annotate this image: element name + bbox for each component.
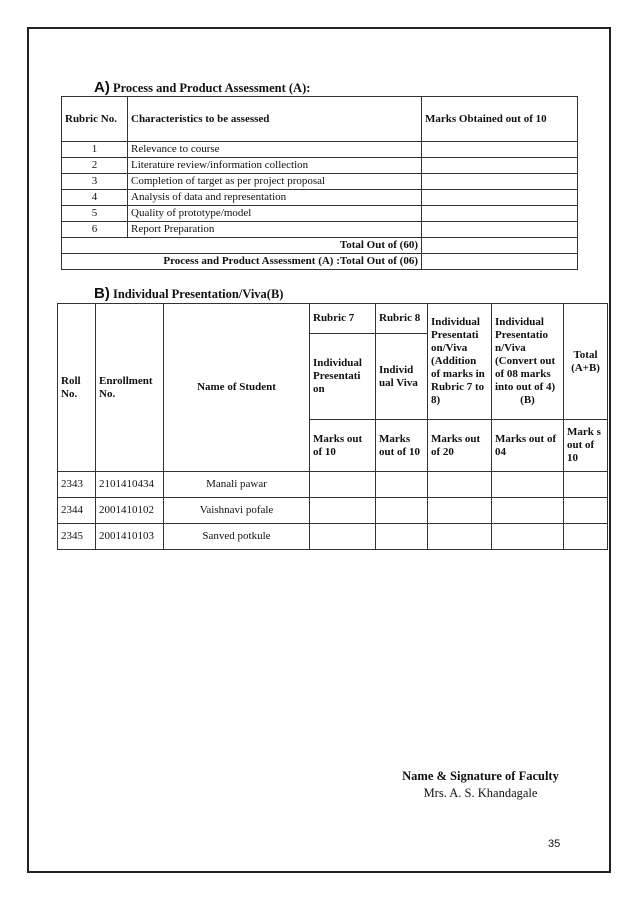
total-06-value xyxy=(422,254,578,270)
section-b-heading xyxy=(94,285,283,302)
marks-cell xyxy=(428,524,492,550)
enrollment-no: 2101410434 xyxy=(96,472,164,498)
roll-no: 2345 xyxy=(58,524,96,550)
marks-cell xyxy=(310,524,376,550)
marks-cell xyxy=(422,222,578,238)
header-rubric-7: Rubric 7 xyxy=(310,304,376,334)
marks-cell xyxy=(422,174,578,190)
student-name: Vaishnavi pofale xyxy=(164,498,310,524)
characteristic-text: Completion of target as per project proposal xyxy=(128,174,422,190)
header-rubric-no: Rubric No. xyxy=(62,97,128,142)
table-row xyxy=(58,498,608,524)
section-a-letter: A) xyxy=(94,79,110,96)
table-row xyxy=(58,524,608,550)
header-marks-out-of-10: Mark s out of 10 xyxy=(564,420,608,472)
rubric-number: 3 xyxy=(62,174,128,190)
header-individual-viva: Individ ual Viva xyxy=(376,334,428,420)
enrollment-no: 2001410102 xyxy=(96,498,164,524)
marks-cell xyxy=(310,498,376,524)
marks-cell xyxy=(422,190,578,206)
marks-cell xyxy=(376,498,428,524)
table-row xyxy=(58,472,608,498)
total-60-label: Total Out of (60) xyxy=(62,238,422,254)
header-enrollment-no: Enrollment No. xyxy=(96,304,164,472)
header-individual-presentation: Individual Presentati on xyxy=(310,334,376,420)
marks-cell xyxy=(310,472,376,498)
header-convert-text: Individual Presentatio n/Viva (Convert out of 08 marks into out of 4) xyxy=(495,316,556,393)
header-student-name: Name of Student xyxy=(164,304,310,472)
table-row xyxy=(62,174,578,190)
section-b-title: Individual Presentation/Viva(B) xyxy=(112,287,284,301)
rubric-number: 5 xyxy=(62,206,128,222)
rubric-number: 2 xyxy=(62,158,128,174)
characteristic-text: Quality of prototype/model xyxy=(128,206,422,222)
marks-cell xyxy=(422,142,578,158)
section-a-heading xyxy=(94,79,310,96)
rubric-number: 1 xyxy=(62,142,128,158)
roll-no: 2344 xyxy=(58,498,96,524)
table-row xyxy=(62,222,578,238)
table-row xyxy=(62,142,578,158)
process-assessment-table xyxy=(61,96,578,270)
characteristic-text: Analysis of data and representation xyxy=(128,190,422,206)
student-name: Manali pawar xyxy=(164,472,310,498)
total-60-value xyxy=(422,238,578,254)
enrollment-no: 2001410103 xyxy=(96,524,164,550)
student-name: Sanved potkule xyxy=(164,524,310,550)
table-row xyxy=(62,206,578,222)
marks-cell xyxy=(492,498,564,524)
table-header-row xyxy=(62,97,578,142)
header-marks-out-of-10: Marks out of 10 xyxy=(376,420,428,472)
marks-cell xyxy=(376,524,428,550)
header-marks-out-of-04: Marks out of 04 xyxy=(492,420,564,472)
marks-cell xyxy=(428,498,492,524)
total-60-row xyxy=(62,238,578,254)
page-number: 35 xyxy=(548,838,561,850)
marks-cell xyxy=(422,206,578,222)
faculty-name: Mrs. A. S. Khandagale xyxy=(423,786,538,800)
characteristic-text: Report Preparation xyxy=(128,222,422,238)
total-06-row xyxy=(62,254,578,270)
marks-cell xyxy=(492,524,564,550)
faculty-signature-block xyxy=(398,768,563,802)
header-characteristics: Characteristics to be assessed xyxy=(128,97,422,142)
marks-cell xyxy=(492,472,564,498)
header-presentation-viva-addition: Individual Presentati on/Viva (Addition of marks in Rubric 7 to 8) xyxy=(428,304,492,420)
table-row xyxy=(62,190,578,206)
marks-cell xyxy=(376,472,428,498)
table-header-row xyxy=(58,304,608,334)
header-marks-out-of-10: Marks out of 10 xyxy=(310,420,376,472)
marks-cell xyxy=(564,472,608,498)
section-a-title: Process and Product Assessment (A): xyxy=(112,81,311,95)
signature-label: Name & Signature of Faculty xyxy=(402,769,559,783)
marks-cell xyxy=(564,498,608,524)
header-roll-no: Roll No. xyxy=(58,304,96,472)
rubric-number: 4 xyxy=(62,190,128,206)
rubric-number: 6 xyxy=(62,222,128,238)
roll-no: 2343 xyxy=(58,472,96,498)
header-marks-out-of-20: Marks out of 20 xyxy=(428,420,492,472)
characteristic-text: Relevance to course xyxy=(128,142,422,158)
header-total: Total (A+B) xyxy=(564,304,608,420)
header-convert-b: (B) xyxy=(520,394,535,406)
table-row xyxy=(62,158,578,174)
header-marks-obtained: Marks Obtained out of 10 xyxy=(422,97,578,142)
marks-cell xyxy=(428,472,492,498)
marks-cell xyxy=(564,524,608,550)
header-presentation-viva-convert xyxy=(492,304,564,420)
total-06-label: Process and Product Assessment (A) :Total Out of (06) xyxy=(62,254,422,270)
section-b-letter: B) xyxy=(94,285,110,302)
header-rubric-8: Rubric 8 xyxy=(376,304,428,334)
characteristic-text: Literature review/information collection xyxy=(128,158,422,174)
marks-cell xyxy=(422,158,578,174)
individual-presentation-table xyxy=(57,303,608,550)
